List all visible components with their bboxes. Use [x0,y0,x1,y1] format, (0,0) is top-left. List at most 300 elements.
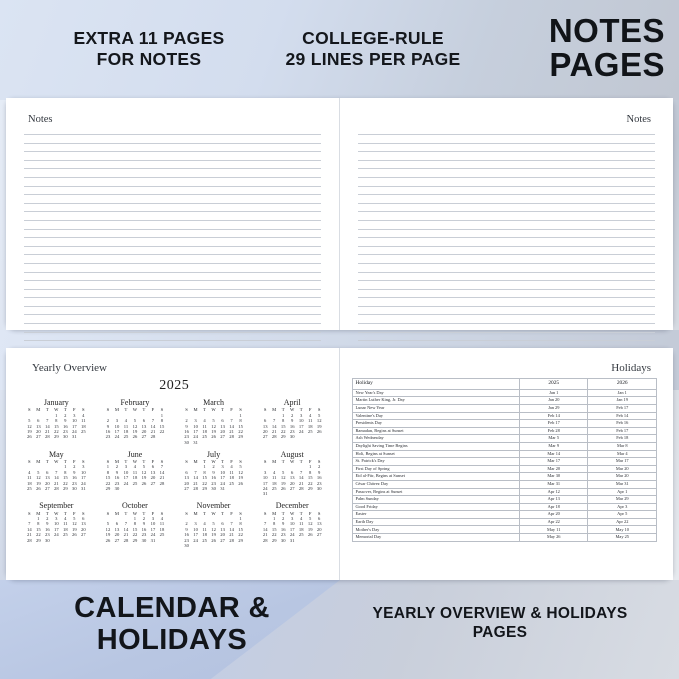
month-block [177,398,250,446]
day-cell: 7 [230,418,233,424]
day-cell: 25 [27,485,32,491]
day-cell: 22 [307,480,313,486]
weekday-initial: S [106,459,110,465]
weekday-initial: M [114,407,119,413]
day-cell: 27 [289,485,295,491]
weekday-initial: S [239,407,242,413]
day-cell: 5 [318,412,321,418]
day-cell: 31 [193,439,198,445]
day-cell: 8 [239,521,242,527]
day-cell: 2 [106,418,110,424]
day-cell: 30 [63,434,68,440]
holiday-name-cell: Passover, Begins at Sunset [352,488,519,496]
day-cell: 12 [280,475,286,481]
day-cell: 3 [124,464,128,470]
day-cell: 2 [115,464,119,470]
day-cell: 13 [114,526,120,532]
holiday-date-cell: Apr 22 [519,518,588,526]
day-cell: 1 [203,464,206,470]
holidays-table [352,378,658,542]
holiday-name-cell: Martin Luther King, Jr. Day [352,397,519,405]
day-cell: 15 [54,423,59,429]
day-cell: 17 [54,526,59,532]
day-cell: 9 [282,521,285,527]
day-cell: 29 [307,485,313,491]
rule-line [24,323,321,324]
rule-line [358,220,656,221]
day-cell: 10 [72,418,77,424]
rule-line [24,280,321,281]
weekday-initial: S [106,510,110,516]
day-cell: 15 [63,475,68,481]
day-cell: 12 [238,469,243,475]
weekday-initial: W [290,459,295,465]
day-cell: 23 [289,428,295,434]
day-cell: 3 [264,469,267,475]
holidays-column-header: 2025 [519,379,588,390]
day-cell: 23 [184,434,189,440]
holiday-name-cell: Earth Day [352,518,519,526]
day-cell: 5 [142,464,146,470]
day-cell: 7 [194,469,197,475]
day-cell: 21 [159,475,165,481]
rule-line [24,289,321,290]
day-cell: 17 [298,423,304,429]
day-cell: 4 [28,469,31,475]
weekday-initial: F [151,407,155,413]
day-cell: 26 [72,532,77,538]
day-cell: 17 [262,480,268,486]
day-cell: 20 [141,428,147,434]
day-cell: 7 [124,521,128,527]
day-cell: 10 [193,526,198,532]
rule-line [24,151,321,152]
day-cell: 4 [273,469,276,475]
calendar-spread [6,348,673,580]
weekday-initial: W [54,407,59,413]
day-cell: 14 [271,423,277,429]
rule-line [358,289,656,290]
month-name: December [275,501,309,511]
day-cell: 29 [238,537,243,543]
day-cell: 24 [81,480,86,486]
weekday-initial: T [281,407,285,413]
rule-line [24,237,321,238]
weekday-initial: T [203,407,206,413]
day-cell: 9 [291,418,294,424]
day-cell: 6 [82,516,85,522]
table-row [352,427,657,435]
weekday-initial: T [63,407,67,413]
yearly-calendar [20,378,329,549]
day-cell: 14 [229,423,234,429]
day-cell: 24 [72,428,77,434]
weekday-initial: T [142,459,146,465]
weekday-initial: W [132,407,138,413]
weekday-initial: T [203,510,206,516]
day-cell: 13 [262,423,268,429]
rule-line [24,229,321,230]
day-cell: 2 [46,516,49,522]
day-cell: 15 [271,526,277,532]
day-cell: 20 [114,532,120,538]
day-cell: 6 [142,418,146,424]
calendar-year-label: 2025 [159,378,190,393]
day-cell [227,487,236,492]
holiday-date-cell: Apr 22 [588,518,657,526]
day-cell: 21 [54,480,59,486]
holiday-name-cell: Easter [352,511,519,519]
table-row [352,526,657,534]
day-cell: 14 [193,475,198,481]
holidays-table-body [352,389,657,541]
day-cell: 15 [238,423,243,429]
day-cell: 10 [54,521,59,527]
day-cell: 22 [63,480,68,486]
rule-line [24,263,321,264]
day-cell: 7 [46,418,49,424]
day-cell: 26 [27,434,32,440]
weekday-initial: S [317,510,321,516]
day-cell: 10 [81,469,86,475]
holiday-name-cell: Valentine's Day [352,412,519,420]
day-cell: 3 [73,412,76,418]
weekday-initial: M [114,510,119,516]
holiday-date-cell: Jan 20 [519,397,588,405]
table-row [352,473,657,481]
day-cell: 21 [229,532,234,538]
day-cell: 1 [64,464,67,470]
day-cell: 27 [141,434,147,440]
weekday-initial: W [290,407,295,413]
weekday-initial: T [281,459,285,465]
rule-line [358,280,656,281]
day-cell: 4 [203,418,206,424]
day-cell [157,487,166,492]
day-cell: 18 [271,480,277,486]
holidays-table-wrap [352,378,658,542]
month-block [99,450,172,498]
day-cell: 9 [115,469,119,475]
day-cell: 6 [37,418,40,424]
day-cell: 2 [212,464,215,470]
day-cell: 2 [64,412,67,418]
day-cell: 7 [273,418,276,424]
rule-line [358,263,656,264]
rule-line [24,332,321,333]
day-cell: 25 [123,434,129,440]
day-cell: 8 [64,469,67,475]
day-cell: 4 [300,516,303,522]
day-cell: 4 [230,464,233,470]
month-calendar [103,460,166,492]
day-cell: 30 [280,537,286,543]
day-cell: 11 [81,418,86,424]
notes-page-right [340,98,674,330]
day-cell: 27 [150,480,156,486]
month-block [256,450,329,498]
day-cell: 21 [298,480,304,486]
weekday-initial: T [221,407,224,413]
holiday-date-cell: Apr 5 [588,511,657,519]
day-cell: 30 [45,537,50,543]
weekday-initial: M [114,459,119,465]
rule-line [358,194,656,195]
day-cell: 4 [64,516,67,522]
day-cell: 16 [63,423,68,429]
day-cell: 5 [282,469,285,475]
day-cell: 12 [72,521,77,527]
holiday-name-cell: Ash Wednesday [352,435,519,443]
holiday-date-cell: Mar 5 [519,435,588,443]
holiday-date-cell: Jan 19 [588,397,657,405]
day-cell: 28 [229,537,234,543]
weekday-initial: S [239,510,242,516]
weekday-initial: S [82,407,85,413]
day-cell: 6 [264,418,267,424]
day-cell: 14 [150,423,156,429]
holiday-name-cell: Daylight Saving Time Begins [352,442,519,450]
month-name: August [280,449,304,459]
day-cell: 8 [239,418,242,424]
holiday-date-cell: Mar 4 [588,450,657,458]
day-cell: 18 [123,428,129,434]
day-cell: 1 [37,516,40,522]
weekday-initial: F [73,510,76,516]
day-cell: 23 [63,428,68,434]
day-cell: 20 [81,526,86,532]
day-cell [236,487,245,492]
holiday-date-cell: Jan 29 [519,404,588,412]
day-cell: 2 [185,521,188,527]
day-cell: 14 [54,475,59,481]
rule-line [24,306,321,307]
day-cell: 26 [211,434,216,440]
weekday-initial: S [317,459,321,465]
day-cell: 3 [300,412,303,418]
day-cell: 22 [159,428,165,434]
day-cell: 24 [220,480,225,486]
weekday-initial: T [124,459,128,465]
day-cell: 31 [262,491,268,497]
weekday-initial: W [54,510,59,516]
day-cell: 29 [63,485,68,491]
day-cell: 24 [289,532,295,538]
day-cell: 18 [298,526,304,532]
day-cell: 28 [150,434,156,440]
day-cell: 16 [184,428,189,434]
day-cell [200,440,209,445]
day-cell: 7 [151,418,155,424]
month-block [256,398,329,446]
headline-college-rule-line2: 29 LINES PER PAGE [285,49,461,69]
yearly-overview-page [6,348,340,580]
rule-line [358,177,656,178]
day-cell: 25 [159,532,165,538]
day-cell: 1 [133,516,137,522]
day-cell [121,487,130,492]
day-cell: 27 [114,537,120,543]
month-calendar [103,408,166,440]
rule-line [24,168,321,169]
day-cell: 2 [73,464,76,470]
weekday-initial: W [290,510,295,516]
holiday-date-cell: Jan 1 [519,389,588,397]
rule-line [24,143,321,144]
day-cell: 31 [72,434,77,440]
day-cell: 20 [316,526,322,532]
day-cell [270,492,279,497]
weekday-initial: T [124,510,128,516]
day-cell: 5 [309,516,312,522]
notes-right-title: Notes [626,114,651,125]
rule-line [358,272,656,273]
holidays-table-header-row [352,379,657,390]
weekday-initial: M [36,510,41,516]
rule-line [358,211,656,212]
day-cell: 16 [105,428,111,434]
day-cell: 12 [211,526,216,532]
day-cell: 30 [114,485,120,491]
notes-page-left [6,98,340,330]
weekday-initial: S [160,459,164,465]
day-cell: 24 [193,537,198,543]
day-cell [306,538,315,543]
day-cell: 5 [133,418,137,424]
headline-yearly-overview-line1: YEARLY OVERVIEW & HOLIDAYS [372,605,628,622]
day-cell: 19 [105,532,111,538]
headline-notes-pages-line1: NOTES [548,12,665,49]
day-cell: 25 [202,537,207,543]
day-cell: 29 [105,485,111,491]
day-cell: 23 [45,532,50,538]
day-cell: 19 [27,428,32,434]
holiday-date-cell: Jan 1 [588,389,657,397]
holiday-date-cell: Mar 17 [519,458,588,466]
holiday-date-cell: Mar 9 [519,442,588,450]
day-cell: 18 [307,423,313,429]
day-cell: 17 [193,428,198,434]
holiday-name-cell: Ramadan, Begins at Sunset [352,427,519,435]
headline-notes-pages [505,14,665,82]
day-cell: 18 [229,475,234,481]
rule-line [358,254,656,255]
day-cell: 21 [193,480,198,486]
day-cell: 31 [150,537,156,543]
holiday-date-cell: Mar 17 [588,458,657,466]
day-cell: 9 [64,418,67,424]
holiday-date-cell: Mar 14 [519,450,588,458]
day-cell: 19 [238,475,243,481]
holiday-date-cell: Feb 18 [588,435,657,443]
weekday-initial: W [211,459,216,465]
weekday-initial: F [308,510,312,516]
holiday-date-cell: Mar 30 [519,473,588,481]
table-row [352,420,657,428]
rule-line [358,323,656,324]
day-cell: 23 [105,434,111,440]
rule-line [358,306,656,307]
day-cell [79,435,88,440]
rule-line [358,160,656,161]
day-cell: 22 [271,532,277,538]
day-cell: 23 [72,480,77,486]
holidays-title: Holidays [611,362,651,374]
weekday-initial: T [45,459,49,465]
day-cell: 5 [37,469,40,475]
day-cell: 7 [230,521,233,527]
weekday-initial: M [193,459,198,465]
day-cell: 11 [271,475,277,481]
day-cell: 26 [141,480,147,486]
day-cell: 8 [273,521,276,527]
holiday-date-cell: Mar 31 [519,480,588,488]
day-cell: 19 [211,428,216,434]
table-row [352,511,657,519]
day-cell: 12 [316,418,322,424]
month-calendar [25,460,88,492]
month-name: January [43,398,69,407]
day-cell: 22 [132,532,138,538]
weekday-initial: S [160,407,164,413]
weekday-initial: F [230,407,233,413]
day-cell: 17 [193,532,198,538]
day-cell: 14 [298,475,304,481]
month-name: July [206,449,221,459]
day-cell: 12 [105,526,111,532]
month-name: October [122,501,148,511]
day-cell: 24 [193,434,198,440]
day-cell: 13 [150,469,156,475]
day-cell: 18 [132,475,138,481]
headline-college-rule [248,28,498,70]
day-cell: 16 [72,475,77,481]
day-cell [315,538,324,543]
day-cell: 16 [114,475,120,481]
day-cell: 16 [316,475,322,481]
day-cell: 27 [36,434,41,440]
rule-line [24,194,321,195]
day-cell: 28 [123,537,129,543]
day-cell: 28 [229,434,234,440]
day-cell: 1 [160,412,164,418]
weekday-initial: F [308,407,312,413]
day-cell: 12 [141,469,147,475]
day-cell: 23 [141,532,147,538]
day-cell: 26 [105,537,111,543]
day-cell: 13 [289,475,295,481]
day-cell [130,487,139,492]
rule-line [358,340,656,341]
rule-line [358,143,656,144]
rule-line [358,168,656,169]
day-cell: 31 [289,537,295,543]
month-name: March [203,398,224,407]
weekday-initial: S [82,510,85,516]
weekday-initial: M [36,459,41,465]
weekday-initial: W [132,459,138,465]
month-name: November [196,501,231,511]
day-cell: 9 [106,423,110,429]
holiday-date-cell: Mar 20 [588,473,657,481]
day-cell: 13 [36,423,41,429]
day-cell: 11 [298,521,304,527]
day-cell: 7 [300,469,303,475]
rule-line [358,203,656,204]
day-cell: 16 [141,526,147,532]
weekday-initial: F [151,510,155,516]
weekday-initial: S [106,407,110,413]
